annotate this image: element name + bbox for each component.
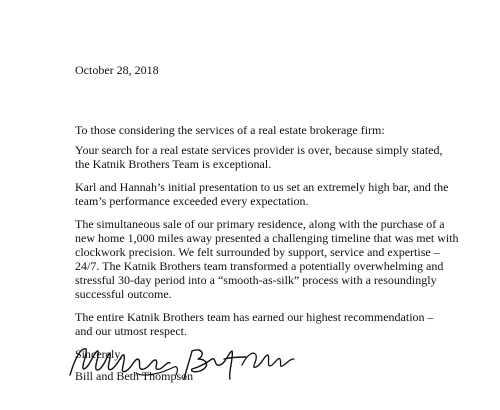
paragraph-3-line-3: clockwork precision. We felt surrounded by support, service and expertise –	[75, 245, 440, 259]
paragraph-3-line-6: successful outcome.	[75, 287, 172, 301]
paragraph-1-line-2: the Katnik Brothers Team is exceptional.	[75, 157, 272, 171]
letter-date: October 28, 2018	[75, 63, 159, 77]
letter-salutation: To those considering the services of a real estate brokerage firm:	[75, 123, 385, 137]
paragraph-4-line-2: and our utmost respect.	[75, 324, 187, 338]
paragraph-3-line-1: The simultaneous sale of our primary residence, along with the purchase of a	[75, 217, 445, 231]
letter-closing: Sincerely,	[75, 347, 123, 361]
paragraph-3-line-5: stressful 30-day period into a “smooth-as-silk” process with a resoundingly	[75, 273, 437, 287]
paragraph-4-line-1: The entire Katnik Brothers team has earned our highest recommendation –	[75, 310, 434, 324]
paragraph-3-line-4: 24/7. The Katnik Brothers team transformed a potentially overwhelming and	[75, 259, 444, 273]
paragraph-1-line-1: Your search for a real estate services provider is over, because simply stated,	[75, 143, 443, 157]
paragraph-2-line-2: team’s performance exceeded every expectation.	[75, 194, 309, 208]
paragraph-3-line-2: new home 1,000 miles away presented a challenging timeline that was met with	[75, 231, 459, 245]
paragraph-2-line-1: Karl and Hannah’s initial presentation to us set an extremely high bar, and the	[75, 180, 449, 194]
signature-thompson-stroke	[242, 353, 294, 367]
letter-signatories: Bill and Beth Thompson	[75, 369, 194, 383]
signature-beth-stroke	[184, 350, 246, 379]
